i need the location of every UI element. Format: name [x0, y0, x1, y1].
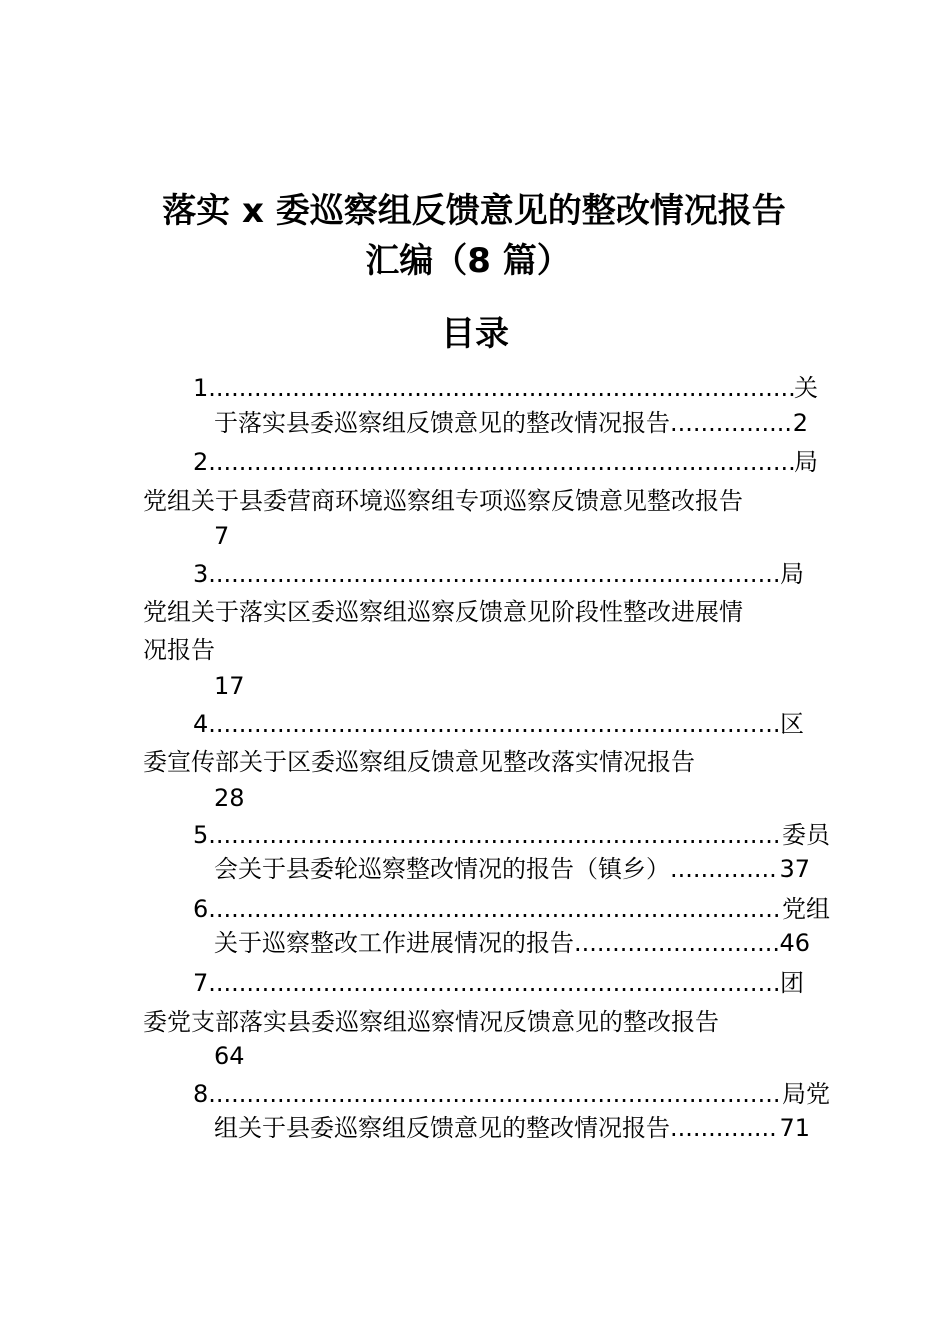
toc-entry-title-start: 委员 — [782, 821, 830, 849]
toc-heading: 目录 — [441, 314, 509, 354]
toc-leader-dots — [670, 857, 779, 881]
toc-entry-number: 4 — [193, 710, 209, 738]
toc-entry-title-start: 局 — [794, 448, 818, 476]
toc-entry-3-number-line[interactable] — [193, 562, 804, 586]
toc-entry-8-title-line[interactable] — [214, 1116, 810, 1140]
toc-entry-page: 2 — [792, 409, 808, 437]
toc-entry-7-page: 64 — [214, 1042, 245, 1070]
toc-leader-dots — [574, 931, 779, 955]
toc-entry-3-page: 17 — [214, 672, 245, 700]
toc-entry-title-start: 局 — [780, 560, 804, 588]
toc-leader-dots — [670, 411, 793, 435]
toc-entry-title: 组关于县委巡察组反馈意见的整改情况报告 — [214, 1114, 670, 1142]
toc-entry-3-title[interactable]: 党组关于落实区委巡察组巡察反馈意见阶段性整改进展情 — [143, 598, 743, 626]
toc-entry-number: 3 — [193, 560, 209, 588]
toc-entry-1-number-line[interactable] — [193, 376, 818, 400]
toc-entry-title: 关于巡察整改工作进展情况的报告 — [214, 929, 574, 957]
toc-entry-title-start: 党组 — [782, 895, 830, 923]
toc-entry-5-number-line[interactable] — [193, 823, 830, 847]
toc-entry-8-number-line[interactable] — [193, 1082, 830, 1106]
toc-entry-1-title-line[interactable] — [214, 411, 808, 435]
toc-leader-dots — [208, 897, 782, 921]
toc-entry-4-number-line[interactable] — [193, 712, 804, 736]
toc-entry-title-start: 关 — [794, 374, 818, 402]
toc-leader-dots — [208, 823, 782, 847]
toc-entry-7-number-line[interactable] — [193, 971, 804, 995]
toc-leader-dots — [670, 1116, 779, 1140]
toc-entry-2-number-line[interactable] — [193, 450, 818, 474]
toc-entry-4-title[interactable]: 委宣传部关于区委巡察组反馈意见整改落实情况报告 — [143, 748, 695, 776]
toc-leader-dots — [208, 376, 794, 400]
toc-entry-7-title[interactable]: 委党支部落实县委巡察组巡察情况反馈意见的整改报告 — [143, 1008, 719, 1036]
toc-entry-number: 1 — [193, 374, 209, 402]
toc-entry-title: 会关于县委轮巡察整改情况的报告（镇乡） — [214, 855, 670, 883]
toc-entry-number: 8 — [193, 1080, 209, 1108]
toc-entry-number: 5 — [193, 821, 209, 849]
toc-entry-4-page: 28 — [214, 784, 245, 812]
toc-entry-5-title-line[interactable] — [214, 857, 810, 881]
document-title-line-1: 落实 x 委巡察组反馈意见的整改情况报告 — [162, 191, 786, 231]
toc-entry-6-title-line[interactable] — [214, 931, 810, 955]
toc-entry-title-start: 局党 — [782, 1080, 830, 1108]
toc-leader-dots — [208, 450, 794, 474]
toc-entry-title-start: 团 — [780, 969, 804, 997]
toc-leader-dots — [208, 712, 780, 736]
toc-entry-2-title[interactable]: 党组关于县委营商环境巡察组专项巡察反馈意见整改报告 — [143, 487, 743, 515]
toc-leader-dots — [208, 562, 780, 586]
toc-entry-number: 7 — [193, 969, 209, 997]
toc-entry-number: 6 — [193, 895, 209, 923]
document-title-line-2: 汇编（8 篇） — [365, 241, 571, 281]
toc-leader-dots — [208, 971, 780, 995]
toc-entry-6-number-line[interactable] — [193, 897, 830, 921]
toc-entry-page: 71 — [779, 1114, 810, 1142]
toc-entry-2-page: 7 — [214, 522, 230, 550]
toc-entry-page: 46 — [779, 929, 810, 957]
toc-entry-3-title-cont[interactable]: 况报告 — [143, 636, 215, 664]
toc-entry-page: 37 — [779, 855, 810, 883]
toc-leader-dots — [208, 1082, 782, 1106]
toc-entry-title-start: 区 — [780, 710, 804, 738]
toc-entry-number: 2 — [193, 448, 209, 476]
toc-entry-title: 于落实县委巡察组反馈意见的整改情况报告 — [214, 409, 670, 437]
